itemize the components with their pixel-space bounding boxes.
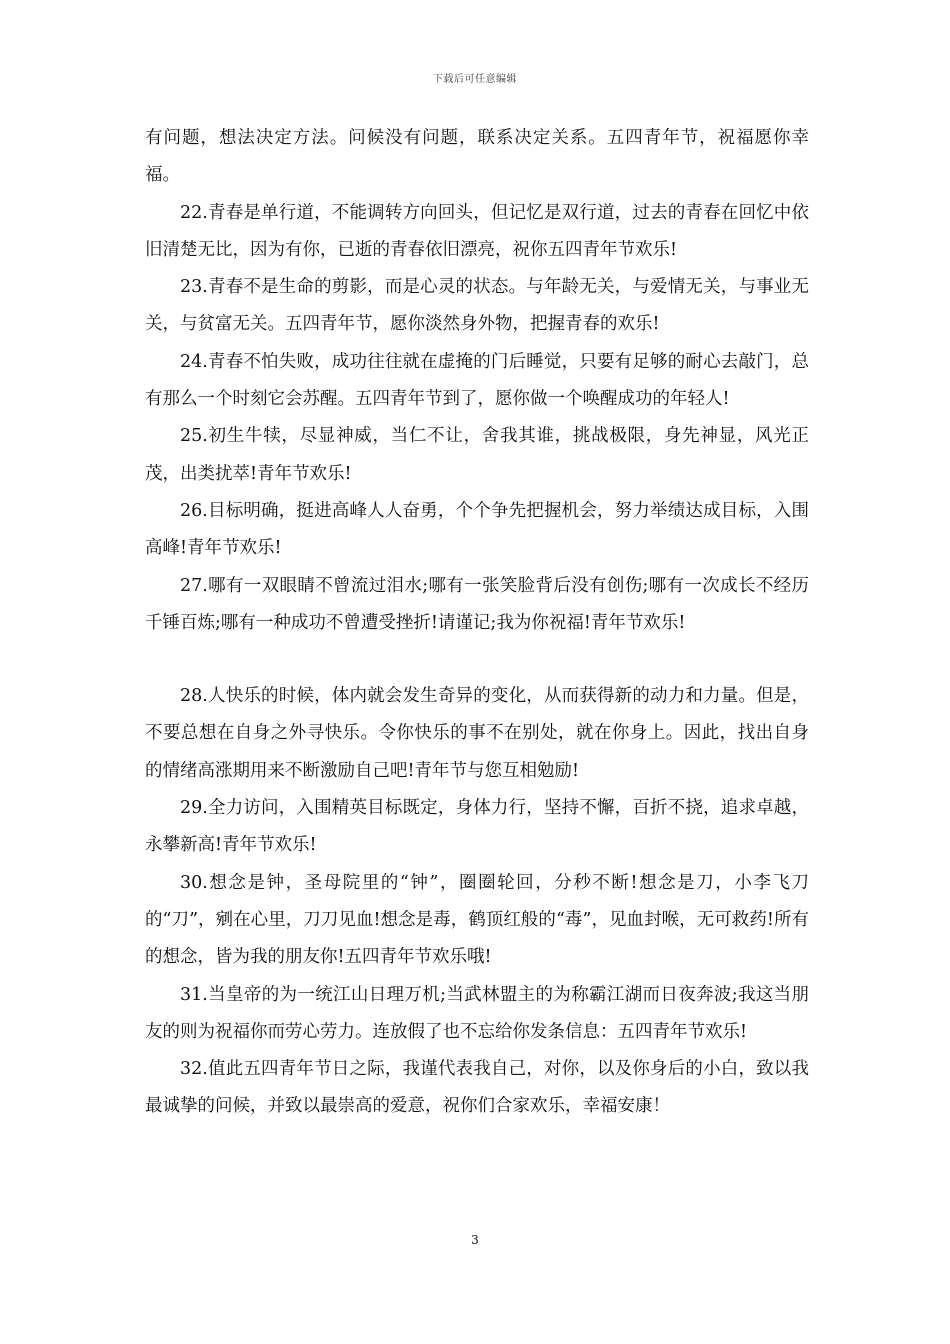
paragraph-30: 30.想念是钟，圣母院里的“钟”，圈圈轮回，分秒不断!想念是刀，小李飞刀的“刀”，剜在心里，刀刀见血!想念是毒，鹤顶红般的“毒”，见血封喉，无可救药!所有的想念，皆为我的朋友你!五四青年节欢乐哦! bbox=[145, 872, 809, 968]
paragraph-continuation: 有问题，想法决定方法。问候没有问题，联系决定关系。五四青年节，祝福愿你幸福。 bbox=[145, 128, 809, 186]
paragraph-32: 32.值此五四青年节日之际，我谨代表我自己，对你，以及你身后的小白，致以我最诚挚的问候，并致以最崇高的爱意，祝你们合家欢乐，幸福安康！ bbox=[145, 1059, 809, 1117]
page-header: 下载后可任意编辑 bbox=[433, 74, 517, 85]
paragraph-25: 25.初生牛犊，尽显神威，当仁不让，舍我其谁，挑战极限，身先神显，风光正茂，出类扰萃!青年节欢乐! bbox=[145, 426, 809, 484]
paragraph-26: 26.目标明确，挺进高峰人人奋勇，个个争先把握机会，努力举绩达成目标，入围高峰!青年节欢乐! bbox=[145, 500, 809, 559]
paragraph-22: 22.青春是单行道，不能调转方向回头，但记忆是双行道，过去的青春在回忆中依旧清楚无比，因为有你，已逝的青春依旧漂亮，祝你五四青年节欢乐! bbox=[145, 202, 809, 260]
document-body bbox=[145, 120, 809, 1126]
paragraph-31: 31.当皇帝的为一统江山日理万机;当武林盟主的为称霸江湖而日夜奔波;我这当朋友的则为祝福你而劳心劳力。连放假了也不忘给你发条信息：五四青年节欢乐! bbox=[145, 984, 809, 1042]
paragraph-28: 28.人快乐的时候，体内就会发生奇异的变化，从而获得新的动力和力量。但是，不要总想在自身之外寻快乐。令你快乐的事不在别处，就在你身上。因此，找出自身的情绪高涨期用来不断激励自己吧!青年节与您互相勉励! bbox=[145, 686, 809, 781]
page-number: 3 bbox=[471, 1233, 479, 1247]
paragraph-27: 27.哪有一双眼睛不曾流过泪水;哪有一张笑脸背后没有创伤;哪有一次成长不经历千锤百炼;哪有一种成功不曾遭受挫折!请谨记;我为你祝福!青年节欢乐! bbox=[145, 575, 809, 633]
paragraph-29: 29.全力访问，入围精英目标既定，身体力行，坚持不懈，百折不挠，追求卓越，永攀新高!青年节欢乐! bbox=[145, 798, 809, 856]
paragraph-24: 24.青春不怕失败，成功往往就在虚掩的门后睡觉，只要有足够的耐心去敲门，总有那么一个时刻它会苏醒。五四青年节到了，愿你做一个唤醒成功的年轻人! bbox=[145, 351, 809, 410]
paragraph-23: 23.青春不是生命的剪影，而是心灵的状态。与年龄无关，与爱情无关，与事业无关，与贫富无关。五四青年节，愿你淡然身外物，把握青春的欢乐! bbox=[145, 277, 809, 335]
